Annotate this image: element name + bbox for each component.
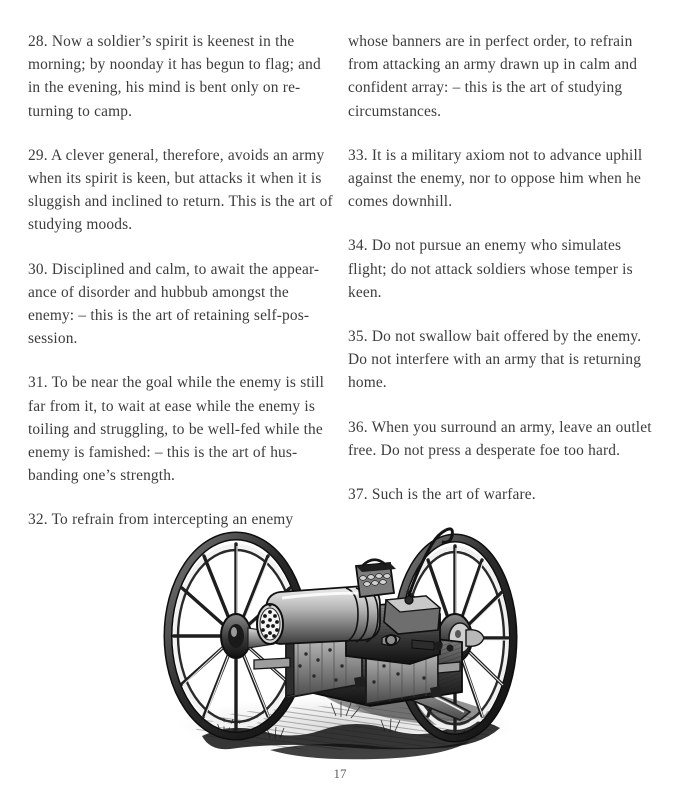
paragraph-29: 29. A clever general, therefore, avoids an army when its spirit is keen, but attacks it when it is sluggish and inclined to return. This is the art of studying moods. [28, 146, 333, 234]
paragraph-33: 33. It is a military axiom not to advance uphill against the enemy, nor to oppose him when he comes downhill. [348, 146, 643, 211]
paragraph-36: 36. When you surround an army, leave an outlet free. Do not press a desperate foe too hard. [348, 418, 652, 459]
paragraph-35: 35. Do not swallow bait offered by the enemy. Do not interfere with an army that is returning home. [348, 328, 642, 392]
ammunition-hopper [356, 560, 396, 597]
paragraph-32: 32. To refrain from intercepting an enemy [28, 511, 294, 529]
paragraph-31: 31. To be near the goal while the enemy is still far from it, to wait at ease while the enemy is toiling and struggling, to be well-fed while the enemy is famished: – this is the art of hus-banding one’s strength. [28, 374, 325, 485]
paragraph-28: 28. Now a soldier’s spirit is keenest in the morning; by noonday it has begun to flag; and in the evening, his mind is bent only on re-turning to camp. [28, 33, 321, 120]
two-column-text-body [28, 30, 652, 529]
paragraph-37: 37. Such is the art of warfare. [348, 486, 536, 504]
page-number: 17 [333, 766, 347, 781]
paragraph-34: 34. Do not pursue an enemy who simulates flight; do not attack soldiers whose temper is keen. [348, 237, 633, 301]
right-column [348, 30, 654, 506]
gatling-gun-illustration [150, 488, 530, 760]
paragraph-32-continued: whose banners are in perfect order, to refrain from attacking an army drawn up in calm and confident array: – this is the art of studying circumstances. [348, 33, 638, 120]
paragraph-30: 30. Disciplined and calm, to await the appear-ance of disorder and hubbub amongst the enemy: – this is the art of retaining self-pos-session. [28, 260, 320, 348]
left-column [28, 30, 334, 532]
